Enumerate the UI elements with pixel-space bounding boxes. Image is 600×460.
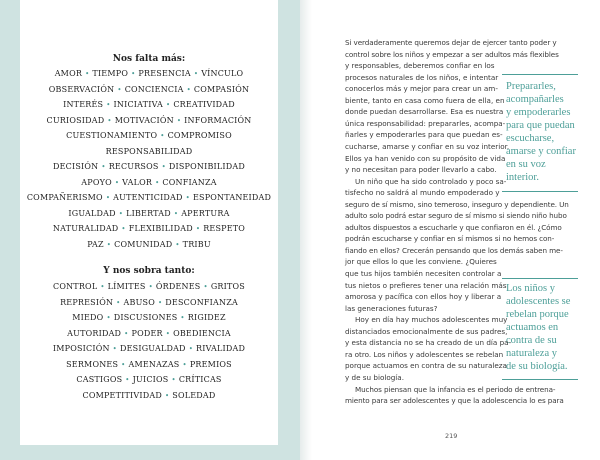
bullet-dot: • <box>148 283 153 291</box>
page-number: 219 <box>445 432 458 440</box>
bullet-dot: • <box>106 240 112 249</box>
bullet-dot: • <box>118 209 124 218</box>
bullet-dot: • <box>157 298 163 307</box>
body-text-line: amorosa y pacífica con ellos hoy y liberar a <box>345 292 502 302</box>
keyword: TRIBU <box>182 239 211 249</box>
bullet-dot: • <box>131 70 136 78</box>
keyword: AUTORIDAD <box>67 328 122 338</box>
body-text-line: distanciados emocionalmente de sus padres, <box>345 326 508 336</box>
keyword: PRESENCIA <box>138 69 191 78</box>
section1-word-line <box>20 69 278 78</box>
bullet-dot: • <box>180 314 185 322</box>
keyword: JUICIOS <box>132 375 169 384</box>
body-text-line: conocerlos más y mejor para crear un am- <box>345 84 498 94</box>
bullet-dot: • <box>85 70 90 78</box>
bullet-dot: • <box>116 298 121 307</box>
section1-word-line <box>20 240 278 249</box>
section1-word-line <box>20 85 278 94</box>
keyword: AMENAZAS <box>128 359 180 369</box>
pull-quote-rule-bottom <box>502 191 578 192</box>
keyword: CUESTIONAMIENTO <box>66 131 158 140</box>
pull-quote-line: y empoderarles <box>506 107 571 118</box>
bullet-dot: • <box>105 194 111 202</box>
pull-quote-line: Los niños y <box>506 283 556 294</box>
keyword: VÍNCULO <box>201 69 244 78</box>
pull-quote-line: Prepararles, <box>506 81 556 92</box>
bullet-dot: • <box>165 101 171 109</box>
body-text-line: biente, tanto en casa como fuera de ella, en <box>345 95 505 105</box>
bullet-dot: • <box>112 345 117 353</box>
body-text-line: adultos dispuestos a escucharle y que confiaron en él. ¿Cómo <box>345 222 562 232</box>
bullet-dot: • <box>121 225 126 233</box>
keyword: MOTIVACIÓN <box>114 115 174 125</box>
keyword: ÓRDENES <box>155 282 201 291</box>
keyword: OBSERVACIÓN <box>48 84 115 94</box>
keyword: INICIATIVA <box>113 100 163 109</box>
keyword: IGUALDAD <box>68 208 116 218</box>
bullet-dot: • <box>182 360 187 369</box>
body-text-line: y no necesitan para poder llevarlo a cabo. <box>345 165 497 175</box>
body-text-line: que tus hijos también necesiten controlar a <box>345 269 502 278</box>
bullet-dot: • <box>193 70 199 78</box>
keyword: CONCIENCIA <box>124 84 184 94</box>
left-page <box>20 0 278 445</box>
pull-quote-line: contra de su <box>506 335 557 346</box>
bullet-dot: • <box>101 163 106 171</box>
keyword: REPRESIÓN <box>60 297 114 307</box>
bullet-dot: • <box>173 209 179 218</box>
bullet-dot: • <box>106 101 111 109</box>
bullet-dot: • <box>160 132 165 140</box>
section2-word-line <box>20 375 278 384</box>
bullet-dot: • <box>161 163 166 171</box>
keyword: DISPONIBILIDAD <box>168 162 245 171</box>
keyword: COMPETITIVIDAD <box>82 390 162 400</box>
pull-quote-line: acompañarles <box>506 94 564 105</box>
bullet-dot: • <box>121 360 126 369</box>
body-text-line: única responsabilidad: prepararles, acompa- <box>345 118 506 128</box>
keyword: PREMIOS <box>189 359 232 369</box>
keyword: INFORMACIÓN <box>184 115 252 125</box>
keyword: CASTIGOS <box>76 375 123 384</box>
keyword: INTERÉS <box>63 100 104 109</box>
bullet-dot: • <box>114 178 120 187</box>
body-text-line: y esta distancia no se ha creado de un día pa- <box>345 338 512 348</box>
keyword: RECURSOS <box>108 162 159 171</box>
section1-word-line <box>20 100 278 109</box>
body-text-line: ra otro. Los niños y adolescentes se rebelan <box>345 349 504 359</box>
pull-quote-rebelan <box>506 282 580 373</box>
keyword: AMOR <box>54 69 83 78</box>
section1-word-line <box>20 224 278 233</box>
pull-quote-line: adolescentes se <box>506 296 571 307</box>
pull-quote-prepararles <box>506 80 580 184</box>
keyword: RESPONSABILIDAD <box>105 146 193 156</box>
keyword: PAZ <box>87 239 104 249</box>
bullet-dot: • <box>164 391 170 400</box>
section-title-falta: Nos falta más: <box>112 54 186 64</box>
bullet-dot: • <box>124 329 129 338</box>
keyword: AUTENTICIDAD <box>113 193 183 202</box>
keyword: CONTROL <box>53 282 98 291</box>
section2-word-line <box>20 329 278 338</box>
body-text-line: Muchos piensan que la infancia es el periodo de entrena- <box>355 384 556 394</box>
keyword: SOLEDAD <box>172 390 216 400</box>
keyword: RESPETO <box>203 224 246 233</box>
body-text-line: jor que ellos lo que les conviene. ¿Quieres <box>345 257 497 267</box>
section2-word-line <box>20 298 278 307</box>
section2-word-line <box>20 360 278 369</box>
pull-quote-line: actuamos en <box>506 322 559 333</box>
keyword: LÍMITES <box>107 282 146 291</box>
keyword: LIBERTAD <box>126 208 171 218</box>
pull-quote-line: naturaleza y <box>506 348 558 359</box>
pull-quote2-rule-top <box>502 278 578 279</box>
keyword: DESCONFIANZA <box>165 297 238 307</box>
pull-quote2-rule-bottom <box>502 379 578 380</box>
body-text-line: podrán escucharse y confiar en sí mismos si no hemos con- <box>345 234 555 244</box>
body-text-line: Si verdaderamente queremos dejar de ejercer tanto poder y <box>345 38 557 47</box>
keyword: ESPONTANEIDAD <box>192 193 272 202</box>
pull-quote-line: en su voz <box>506 159 546 170</box>
keyword: CREATIVIDAD <box>173 100 235 109</box>
keyword: COMPASIÓN <box>193 84 250 94</box>
keyword: FLEXIBILIDAD <box>128 224 193 233</box>
body-text-line: tus nietos o prefieres tener una relación más <box>345 280 507 290</box>
bullet-dot: • <box>125 376 130 384</box>
bullet-dot: • <box>188 345 194 353</box>
section-title-sobra: Y nos sobra tanto: <box>103 266 195 276</box>
bullet-dot: • <box>165 329 171 338</box>
section1-word-line <box>20 162 278 171</box>
keyword: NATURALIDAD <box>52 224 119 233</box>
bullet-dot: • <box>195 225 201 233</box>
bullet-dot: • <box>175 240 180 249</box>
section1-word-line <box>20 116 278 125</box>
body-text-line: Un niño que ha sido controlado y poco sa- <box>355 176 507 186</box>
bullet-dot: • <box>186 85 191 94</box>
section1-word-line <box>20 178 278 187</box>
keyword: OBEDIENCIA <box>173 328 231 338</box>
pull-quote-rule-top <box>502 74 578 75</box>
body-text-line: Hoy en día hay muchos adolescentes muy <box>355 315 508 325</box>
pull-quote-line: amarse y confiar <box>506 146 576 157</box>
body-text-line: cucharse, amarse y confiar en su voz interior. <box>345 141 510 151</box>
bullet-dot: • <box>185 194 190 202</box>
keyword: CONFIANZA <box>162 177 217 187</box>
keyword: CURIOSIDAD <box>46 115 105 125</box>
keyword: IMPOSICIÓN <box>52 344 110 353</box>
bullet-dot: • <box>117 85 122 94</box>
keyword: COMPROMISO <box>167 131 232 140</box>
keyword: RIGIDEZ <box>187 313 226 322</box>
pull-quote-line: de su biología. <box>506 361 568 372</box>
pull-quote-line: escucharse, <box>506 133 555 144</box>
body-text-line: y de su biología. <box>345 372 404 382</box>
section1-word-line <box>20 209 278 218</box>
section1-word-line <box>20 193 278 202</box>
keyword: GRITOS <box>210 282 245 291</box>
keyword: ABUSO <box>123 297 155 307</box>
keyword: DECISIÓN <box>53 162 99 171</box>
keyword: APOYO <box>81 177 112 187</box>
body-text-line: porque actuamos en contra de su naturaleza <box>345 361 507 371</box>
bullet-dot: • <box>176 116 182 125</box>
keyword: COMUNIDAD <box>114 239 173 249</box>
bullet-dot: • <box>107 116 112 125</box>
section1-word-line <box>20 131 278 140</box>
section2-word-line <box>20 344 278 353</box>
body-text-line: Ellos ya han venido con su propósito de vida <box>345 153 506 163</box>
body-text-line: adulto solo podrá estar seguro de sí mismo si siendo niño hubo <box>345 211 567 221</box>
body-text-line: fiando en ellos? Crecerán pensando que los demás saben me- <box>345 245 563 255</box>
body-text-line: las generaciones futuras? <box>345 303 438 313</box>
keyword: APERTURA <box>181 208 230 218</box>
body-text-line: control sobre los niños y empezar a ser adultos más flexibles <box>345 49 559 59</box>
keyword: TIEMPO <box>92 69 129 78</box>
body-text-line: donde puedan desarrollarse. Esa es nuestra <box>345 107 504 117</box>
pull-quote-line: para que puedan <box>506 120 575 131</box>
right-page <box>300 0 600 460</box>
body-text-line: ñarles y empoderarles para que puedan es- <box>345 130 503 140</box>
body-text-line: seguro de sí mismo, sino temeroso, inseguro y dependiente. Un <box>345 199 569 209</box>
body-text-line: procesos naturales de los niños, e intentar <box>345 72 499 82</box>
body-text-line: tisfecho no saldrá al mundo empoderado y <box>345 188 500 198</box>
keyword: PODER <box>131 328 163 338</box>
section2-word-line <box>20 391 278 400</box>
section1-word-line <box>20 147 278 156</box>
keyword: CRÍTICAS <box>178 375 222 384</box>
section2-word-line <box>20 282 278 291</box>
keyword: VALOR <box>122 177 153 187</box>
keyword: MIEDO <box>72 313 104 322</box>
bullet-dot: • <box>155 178 160 187</box>
bullet-dot: • <box>106 314 111 322</box>
body-text-line: y responsables, deberemos confiar en los <box>345 61 495 71</box>
bullet-dot: • <box>203 283 208 291</box>
bullet-dot: • <box>100 283 105 291</box>
body-text-line: miento para ser adolescentes y que la adolescencia lo es para <box>345 396 564 406</box>
keyword: DESIGUALDAD <box>120 344 186 353</box>
keyword: DISCUSIONES <box>113 313 178 322</box>
bullet-dot: • <box>171 376 176 384</box>
keyword: COMPAÑERISMO <box>26 193 103 202</box>
pull-quote-line: interior. <box>506 172 539 183</box>
keyword: SERMONES <box>66 359 119 369</box>
keyword: RIVALIDAD <box>196 344 246 353</box>
section2-word-line <box>20 313 278 322</box>
pull-quote-line: rebelan porque <box>506 309 569 320</box>
